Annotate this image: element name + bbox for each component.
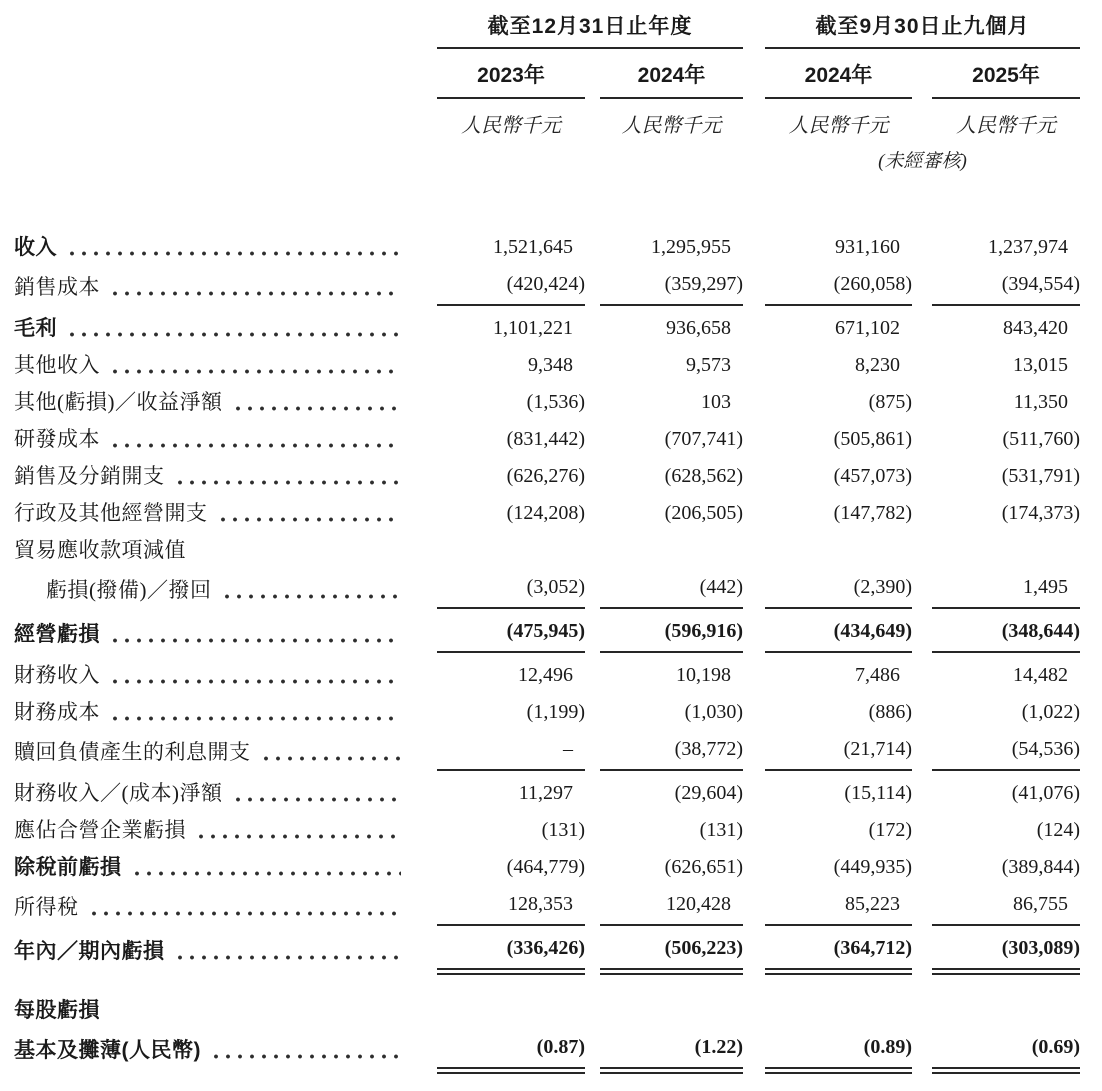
value-9m2024: (15,114)	[844, 782, 912, 804]
value-9m2024: 85,223	[845, 893, 900, 915]
dot-leader	[232, 394, 402, 416]
unit-label: 人民幣千元	[788, 115, 889, 137]
financial-statements-table	[0, 10, 1080, 1091]
dot-leader	[131, 859, 402, 881]
value-fy2023: (1,536)	[526, 391, 585, 413]
value-fy2024: 936,658	[666, 317, 731, 339]
value-fy2023: (831,442)	[506, 428, 585, 450]
row-label: 應佔合營企業虧損	[14, 818, 186, 842]
value-fy2024: (29,604)	[674, 782, 743, 804]
value-fy2024: (596,916)	[664, 620, 743, 642]
value-fy2023: 1,101,221	[493, 317, 573, 339]
period-group-title-nine-months: 截至9月30日止九個月	[765, 10, 1080, 49]
table-row	[0, 421, 1080, 458]
row-label: 貿易應收款項減值	[14, 538, 186, 562]
row-label: 年內／期內虧損	[14, 940, 165, 963]
value-fy2024: (206,505)	[664, 502, 743, 524]
value-9m2024: 931,160	[835, 236, 900, 258]
year-header-row	[0, 49, 1080, 99]
unit-header-row	[0, 99, 1080, 138]
row-label: 每股虧損	[14, 999, 100, 1022]
value-9m2024: (505,861)	[833, 428, 912, 450]
period-group-title-year-ended: 截至12月31日止年度	[437, 10, 743, 49]
unit-label: 人民幣千元	[956, 115, 1056, 137]
value-9m2025: 13,015	[1013, 354, 1069, 376]
value-fy2023: (3,052)	[526, 576, 585, 598]
value-9m2024: (2,390)	[853, 576, 912, 598]
table-row	[0, 384, 1080, 421]
value-fy2023: 9,348	[528, 354, 573, 376]
value-fy2023: (336,426)	[506, 937, 585, 959]
value-9m2024: (147,782)	[833, 502, 912, 524]
unaudited-note: (未經審核)	[878, 151, 967, 172]
value-fy2023: (475,945)	[506, 620, 585, 642]
dot-leader	[109, 431, 401, 453]
value-9m2025: 843,420	[1003, 317, 1069, 339]
dot-leader	[174, 943, 402, 965]
row-label: 銷售成本	[14, 275, 100, 299]
value-fy2024: 9,573	[686, 354, 731, 376]
value-9m2025: 1,237,974	[988, 236, 1069, 258]
dot-leader	[66, 320, 401, 342]
value-fy2024: 103	[701, 391, 731, 413]
value-9m2025: (1,022)	[1021, 701, 1081, 723]
table-row	[0, 229, 1080, 266]
table-row	[0, 532, 1080, 569]
dot-leader	[109, 279, 401, 301]
row-label: 虧損(撥備)／撥回	[46, 578, 212, 602]
value-fy2023: (131)	[541, 819, 585, 841]
value-fy2023: 128,353	[508, 893, 573, 915]
value-9m2024: (260,058)	[833, 273, 912, 295]
table-row	[0, 694, 1080, 731]
dot-leader	[109, 357, 401, 379]
value-9m2024: (172)	[868, 819, 912, 841]
value-9m2025: (0.69)	[1031, 1036, 1081, 1058]
value-9m2025: (389,844)	[1001, 856, 1081, 878]
table-row	[0, 775, 1080, 812]
row-label: 財務收入	[14, 663, 100, 687]
value-fy2023: (420,424)	[506, 273, 585, 295]
period-group-row	[0, 10, 1080, 49]
table-row	[0, 992, 1080, 1029]
year-column-header-2024: 2024年	[600, 49, 743, 99]
value-fy2023: (0.87)	[536, 1036, 585, 1058]
row-label: 基本及攤薄(人民幣)	[14, 1039, 201, 1062]
value-9m2024: (364,712)	[833, 937, 912, 959]
year-column-header-2025-9m: 2025年	[932, 49, 1080, 99]
value-9m2025: 1,495	[1023, 576, 1069, 598]
table-row	[0, 657, 1080, 694]
dot-leader	[221, 582, 402, 604]
dot-leader	[88, 899, 402, 921]
value-9m2025: (124)	[1036, 819, 1081, 841]
value-9m2024: (886)	[868, 701, 912, 723]
value-9m2024: 671,102	[835, 317, 900, 339]
value-9m2025: (511,760)	[1002, 428, 1081, 450]
dot-leader	[210, 1042, 401, 1064]
value-9m2025: 86,755	[1013, 893, 1069, 915]
value-9m2024: (449,935)	[833, 856, 912, 878]
value-9m2025: (41,076)	[1011, 782, 1081, 804]
value-9m2025: (394,554)	[1001, 273, 1081, 295]
value-fy2023: 1,521,645	[493, 236, 573, 258]
value-9m2024: (0.89)	[863, 1036, 912, 1058]
value-9m2024: (457,073)	[833, 465, 912, 487]
row-label: 其他收入	[14, 353, 100, 377]
table-row	[0, 458, 1080, 495]
value-fy2024: 120,428	[666, 893, 731, 915]
value-fy2024: (359,297)	[664, 273, 743, 295]
dot-leader	[260, 744, 402, 766]
value-9m2025: (303,089)	[1001, 937, 1081, 959]
value-fy2023: (1,199)	[526, 701, 585, 723]
value-9m2024: (434,649)	[833, 620, 912, 642]
table-row	[0, 930, 1080, 992]
value-9m2025: (348,644)	[1001, 620, 1081, 642]
dot-leader	[195, 822, 401, 844]
row-label: 經營虧損	[14, 623, 100, 646]
value-9m2025: (531,791)	[1001, 465, 1081, 487]
value-fy2023: 12,496	[518, 664, 573, 686]
row-label: 財務收入／(成本)淨額	[14, 781, 223, 805]
row-label: 其他(虧損)／收益淨額	[14, 390, 223, 414]
row-label: 所得稅	[14, 895, 79, 919]
unaudited-note-row	[0, 138, 1080, 229]
row-label: 財務成本	[14, 700, 100, 724]
table-body	[0, 229, 1080, 1091]
table-row	[0, 347, 1080, 384]
table-row	[0, 613, 1080, 657]
value-fy2023: (464,779)	[506, 856, 585, 878]
table-row	[0, 812, 1080, 849]
row-label: 毛利	[14, 317, 57, 340]
year-column-header-2023: 2023年	[437, 49, 585, 99]
unit-label: 人民幣千元	[621, 115, 722, 137]
table-header	[0, 10, 1080, 229]
dot-leader	[217, 505, 402, 527]
value-9m2024: (21,714)	[843, 738, 912, 760]
value-fy2024: (628,562)	[664, 465, 743, 487]
value-fy2024: 1,295,955	[651, 236, 731, 258]
value-9m2024: 8,230	[855, 354, 900, 376]
dot-leader	[109, 667, 401, 689]
table-row	[0, 569, 1080, 613]
row-label: 研發成本	[14, 427, 100, 451]
value-fy2024: (442)	[699, 576, 743, 598]
table-row	[0, 495, 1080, 532]
dot-leader	[109, 626, 401, 648]
value-9m2024: 7,486	[855, 664, 900, 686]
table-row	[0, 1029, 1080, 1091]
value-9m2025: (174,373)	[1001, 502, 1081, 524]
value-9m2024: (875)	[868, 391, 912, 413]
value-fy2023: (626,276)	[506, 465, 585, 487]
value-9m2025: 11,350	[1013, 391, 1069, 413]
dot-leader	[174, 468, 402, 490]
value-fy2023: 11,297	[518, 782, 573, 804]
value-fy2023: –	[563, 738, 573, 760]
value-9m2025: 14,482	[1013, 664, 1069, 686]
row-label: 除稅前虧損	[14, 856, 122, 879]
value-fy2024: (1.22)	[694, 1036, 743, 1058]
value-fy2024: (131)	[699, 819, 743, 841]
table-row	[0, 849, 1080, 886]
value-9m2025: (54,536)	[1011, 738, 1081, 760]
table-row	[0, 266, 1080, 310]
table-row	[0, 731, 1080, 775]
value-fy2024: (707,741)	[664, 428, 743, 450]
dot-leader	[232, 785, 402, 807]
value-fy2024: 10,198	[676, 664, 731, 686]
row-label: 贖回負債產生的利息開支	[14, 740, 251, 764]
value-fy2024: (506,223)	[664, 937, 743, 959]
table-row	[0, 310, 1080, 347]
value-fy2024: (38,772)	[674, 738, 743, 760]
year-column-header-2024-9m: 2024年	[765, 49, 912, 99]
row-label: 銷售及分銷開支	[14, 464, 165, 488]
dot-leader	[109, 704, 401, 726]
row-label: 收入	[14, 236, 57, 259]
value-fy2024: (626,651)	[664, 856, 743, 878]
table-row	[0, 886, 1080, 930]
value-fy2024: (1,030)	[684, 701, 743, 723]
unit-label: 人民幣千元	[461, 115, 561, 137]
dot-leader	[66, 239, 401, 261]
row-label: 行政及其他經營開支	[14, 501, 208, 525]
value-fy2023: (124,208)	[506, 502, 585, 524]
